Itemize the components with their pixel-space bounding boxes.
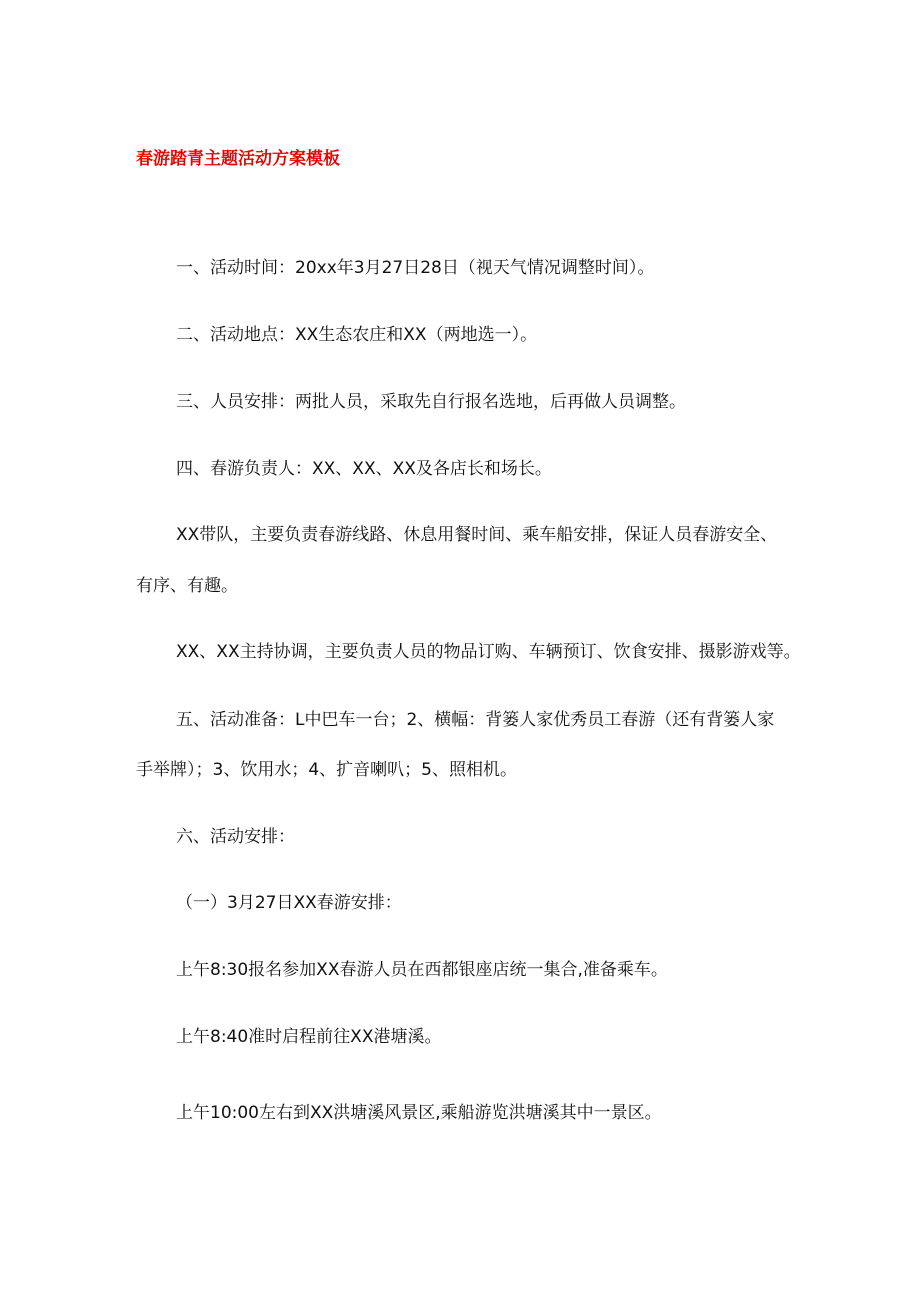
- paragraph-staff-arrangement: 三、人员安排：两批人员，采取先自行报名选地，后再做人员调整。: [176, 392, 686, 412]
- paragraph-0840: 上午8:40准时启程前往XX港塘溪。: [176, 1027, 442, 1047]
- paragraph-team-leader: XX带队，主要负责春游线路、休息用餐时间、乘车船安排，保证人员春游安全、: [176, 525, 778, 545]
- paragraph-coordinator: XX、XX主持协调，主要负责人员的物品订购、车辆预订、饮食安排、摄影游戏等。: [176, 642, 801, 662]
- paragraph-team-leader-cont: 有序、有趣。: [136, 576, 238, 596]
- paragraph-preparation-cont: 手举牌）；3、饮用水；4、扩音喇叭；5、照相机。: [136, 760, 517, 780]
- paragraph-persons-in-charge: 四、春游负责人：XX、XX、XX及各店长和场长。: [176, 459, 552, 479]
- paragraph-schedule-heading: 六、活动安排：: [176, 827, 295, 847]
- paragraph-day1-heading: （一）3月27日XX春游安排：: [176, 893, 402, 913]
- paragraph-activity-time: 一、活动时间：20xx年3月27日28日（视天气情况调整时间）。: [176, 258, 655, 278]
- paragraph-0830: 上午8:30报名参加XX春游人员在西都银座店统一集合,准备乘车。: [176, 960, 668, 980]
- paragraph-1000: 上午10:00左右到XX洪塘溪风景区,乘船游览洪塘溪其中一景区。: [176, 1103, 662, 1123]
- document-title: 春游踏青主题活动方案模板: [136, 149, 340, 169]
- paragraph-preparation: 五、活动准备：L中巴车一台；2、横幅：背篓人家优秀员工春游（还有背篓人家: [176, 710, 775, 730]
- paragraph-activity-location: 二、活动地点：XX生态农庄和XX（两地选一）。: [176, 325, 538, 345]
